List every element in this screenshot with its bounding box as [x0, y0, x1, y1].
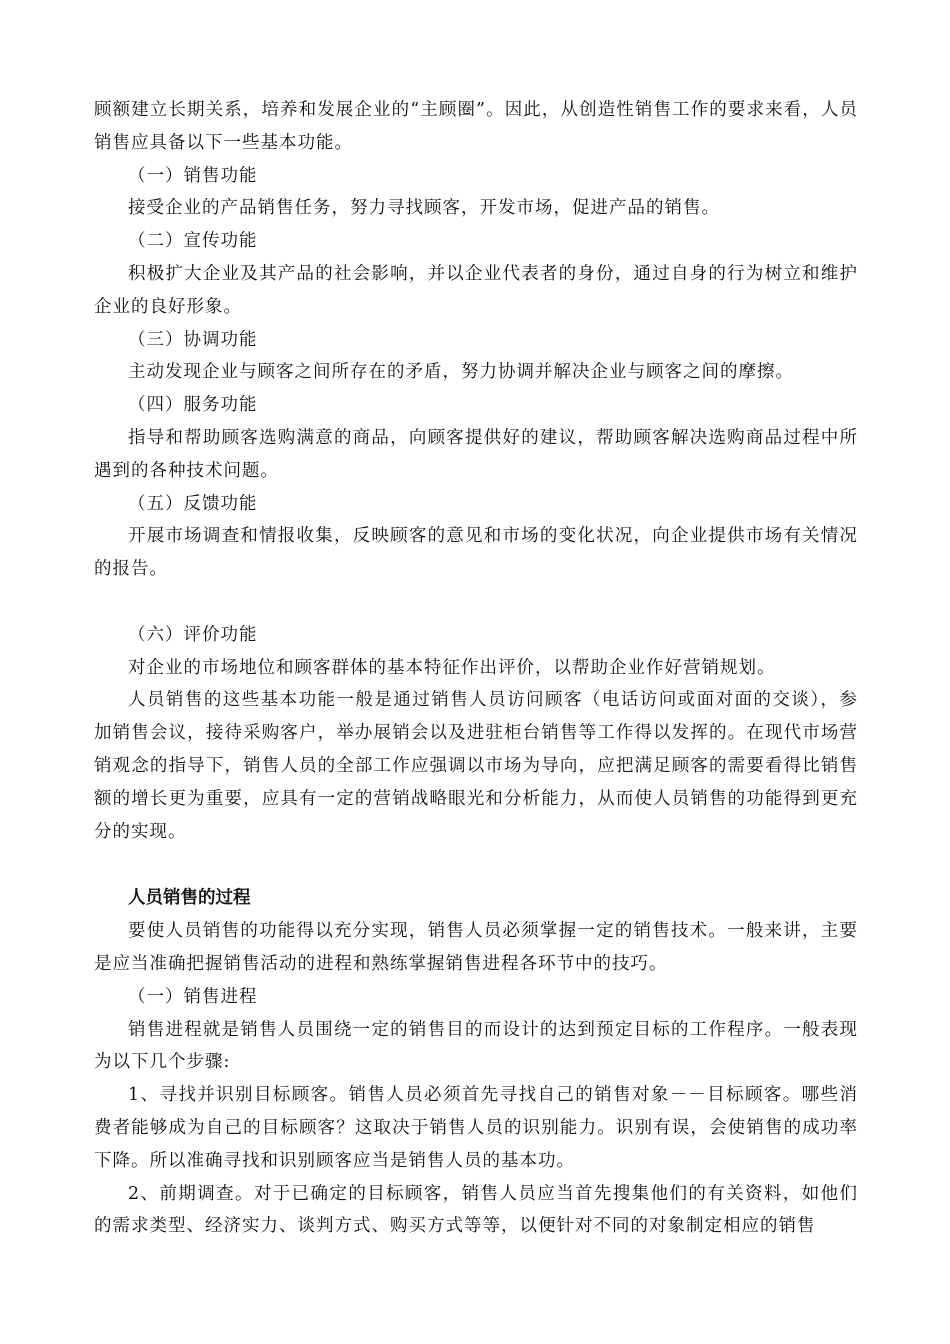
paragraph: 顾额建立长期关系，培养和发展企业的“主顾圈”。因此，从创造性销售工作的要求来看，人员销售应具备以下一些基本功能。: [94, 100, 858, 153]
paragraph: 开展市场调查和情报收集，反映顾客的意见和市场的变化状况，向企业提供市场有关情况的报告。: [94, 526, 858, 580]
paragraph: 销售进程就是销售人员围绕一定的销售目的而设计的达到预定目标的工作程序。一般表现为以下几个步骤:: [94, 1019, 858, 1073]
paragraph: 积极扩大企业及其产品的社会影响，并以企业代表者的身份，通过自身的行为树立和维护企业的良好形象。: [94, 263, 858, 317]
section-title: 人员销售的过程: [128, 888, 251, 909]
subheading-sales-process: （一）销售进程: [128, 986, 258, 1007]
subheading-sales-function: （一）销售功能: [128, 165, 258, 186]
paragraph: 接受企业的产品销售任务，努力寻找顾客，开发市场，促进产品的销售。: [128, 198, 720, 219]
subheading-coordination-function: （三）协调功能: [128, 329, 258, 350]
paragraph-step-1: 1、寻找并识别目标顾客。销售人员必须首先寻找自己的销售对象－－目标顾客。哪些消费者能够成为自己的目标顾客？这取决于销售人员的识别能力。识别有误，会使销售的成功率下降。所以准确寻找和识别顾客应当是销售人员的基本功。: [94, 1085, 858, 1171]
blank-line: [94, 586, 858, 619]
paragraph-step-2: 2、前期调查。对于已确定的目标顾客，销售人员应当首先搜集他们的有关资料，如他们的需求类型、经济实力、谈判方式、购买方式等等，以便针对不同的对象制定相应的销售: [94, 1183, 858, 1237]
paragraph: 人员销售的这些基本功能一般是通过销售人员访问顾客（电话访问或面对面的交谈），参加销售会议，接待采购客户，举办展销会以及进驻柜台销售等工作得以发挥的。在现代市场营销观念的指导下，销售人员的全部工作应强调以市场为导向，应把满足顾客的需要看得比销售额的增长更为重要，应具有一定的营销战略眼光和分析能力，从而使人员销售的功能得到更充分的实现。: [94, 690, 858, 842]
paragraph: 指导和帮助顾客选购满意的商品，向顾客提供好的建议，帮助顾客解决选购商品过程中所遇到的各种技术问题。: [94, 427, 858, 481]
paragraph: 主动发现企业与顾客之间所存在的矛盾，努力协调并解决企业与顾客之间的摩擦。: [128, 362, 794, 383]
subheading-feedback-function: （五）反馈功能: [128, 493, 258, 514]
subheading-evaluation-function: （六）评价功能: [128, 624, 258, 645]
paragraph: 对企业的市场地位和顾客群体的基本特征作出评价，以帮助企业作好营销规划。: [128, 657, 776, 678]
blank-line: [94, 848, 858, 881]
paragraph: 要使人员销售的功能得以充分实现，销售人员必须掌握一定的销售技术。一般来讲，主要是应当准确把握销售活动的进程和熟练掌握销售进程各环节中的技巧。: [94, 921, 858, 974]
subheading-service-function: （四）服务功能: [128, 395, 258, 416]
subheading-promotion-function: （二）宣传功能: [128, 231, 258, 252]
document-page: [94, 94, 858, 1243]
